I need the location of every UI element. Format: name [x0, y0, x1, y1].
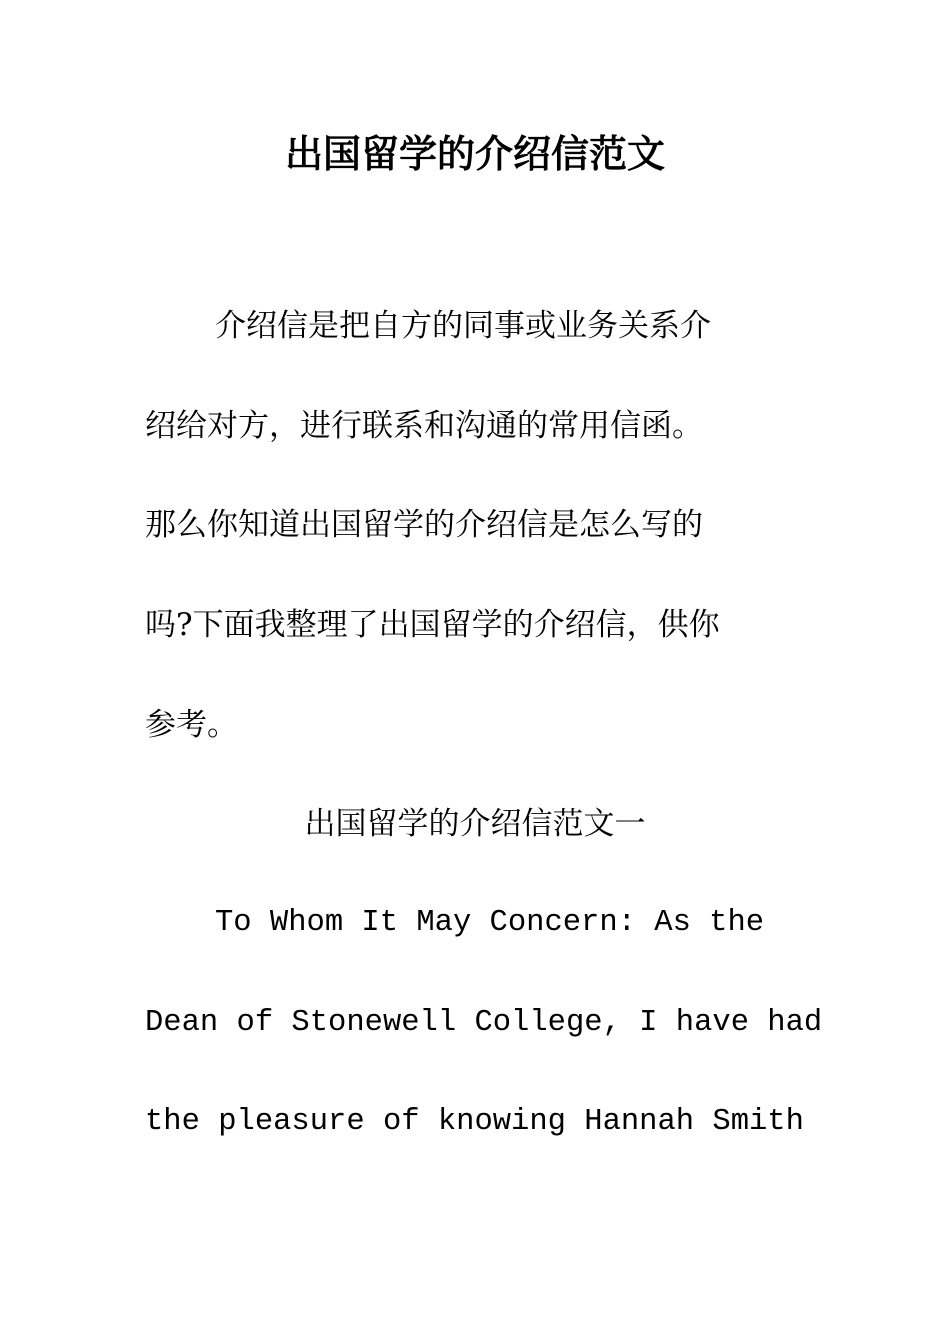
intro-line-2: 绍给对方，进行联系和沟通的常用信函。: [145, 408, 703, 444]
intro-line-3: 那么你知道出国留学的介绍信是怎么写的: [145, 507, 703, 543]
intro-line-5: 参考。: [145, 707, 238, 743]
letter-line-3: the pleasure of knowing Hannah Smith: [145, 1105, 804, 1139]
letter-line-1: To Whom It May Concern: As the: [215, 906, 765, 940]
intro-line-4: 吗?下面我整理了出国留学的介绍信，供你: [145, 607, 720, 643]
intro-line-1: 介绍信是把自方的同事或业务关系介: [215, 308, 711, 344]
section-heading: 出国留学的介绍信范文一: [304, 806, 646, 842]
letter-line-2: Dean of Stonewell College, I have had: [145, 1006, 823, 1040]
document-title: 出国留学的介绍信范文: [284, 131, 665, 176]
